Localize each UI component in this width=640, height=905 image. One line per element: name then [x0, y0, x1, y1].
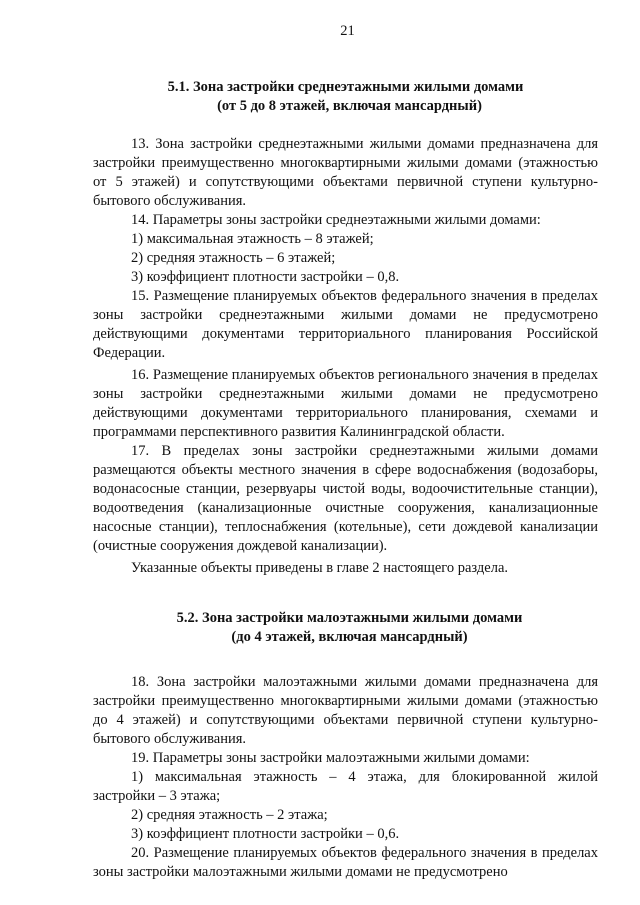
paragraph-20: 20. Размещение планируемых объектов федерального значения в пределах зоны застройки малоэтажными жилыми домами не предусмотрено — [93, 845, 598, 880]
section-title-5-2-line1: 5.2. Зона застройки малоэтажными жилыми домами — [176, 610, 523, 626]
paragraph-19-item-2: 2) средняя этажность – 2 этажа; — [131, 807, 328, 823]
paragraph-19-item-3: 3) коэффициент плотности застройки – 0,6. — [131, 826, 400, 842]
paragraph-13: 13. Зона застройки среднеэтажными жилыми домами предназначена для застройки преимущественно многоквартирными жилыми домами (этажностью от 5 этажей) и сопутствующими объектами первичной ступени культурно-бытового обслуживания. — [93, 136, 598, 209]
section-5-1 — [93, 78, 598, 578]
paragraph-14-item-1: 1) максимальная этажность – 8 этажей; — [131, 231, 374, 247]
section-title-5-2-line2: (до 4 этажей, включая мансардный) — [231, 629, 468, 645]
paragraph-17-note: Указанные объекты приведены в главе 2 настоящего раздела. — [131, 560, 509, 576]
page-number: 21 — [340, 23, 355, 39]
section-5-2 — [93, 609, 598, 882]
paragraph-17: 17. В пределах зоны застройки среднеэтажными жилыми домами размещаются объекты местного значения в сфере водоснабжения (водозаборы, водонасосные станции, резервуары чистой воды, водоочистительные станции), водоотведения (канализационные очистные сооружения, канализационные насосные станции), теплоснабжения (котельные), сети дождевой канализации (очистные сооружения дождевой канализации). — [93, 443, 598, 554]
paragraph-18: 18. Зона застройки малоэтажными жилыми домами предназначена для застройки преимущественно многоквартирными жилыми домами (этажностью до 4 этажей) и сопутствующими объектами первичной ступени культурно-бытового обслуживания. — [93, 674, 598, 747]
paragraph-14-item-3: 3) коэффициент плотности застройки – 0,8. — [131, 269, 400, 285]
section-title-5-1-line2: (от 5 до 8 этажей, включая мансардный) — [217, 98, 482, 114]
paragraph-19-item-1: 1) максимальная этажность – 4 этажа, для блокированной жилой застройки – 3 этажа; — [93, 769, 598, 804]
paragraph-19: 19. Параметры зоны застройки малоэтажными жилыми домами: — [131, 750, 530, 766]
section-title-5-1-line1: 5.1. Зона застройки среднеэтажными жилыми домами — [167, 79, 524, 95]
paragraph-15: 15. Размещение планируемых объектов федерального значения в пределах зоны застройки среднеэтажными жилыми домами не предусмотрено действующими документами территориального планирования Российской Федерации. — [93, 288, 598, 361]
paragraph-14-item-2: 2) средняя этажность – 6 этажей; — [131, 250, 336, 266]
paragraph-16: 16. Размещение планируемых объектов регионального значения в пределах зоны застройки среднеэтажными жилыми домами не предусмотрено действующими документами территориального планирования, схемами и программами перспективного развития Калининградской области. — [93, 367, 598, 440]
paragraph-14: 14. Параметры зоны застройки среднеэтажными жилыми домами: — [131, 212, 541, 228]
